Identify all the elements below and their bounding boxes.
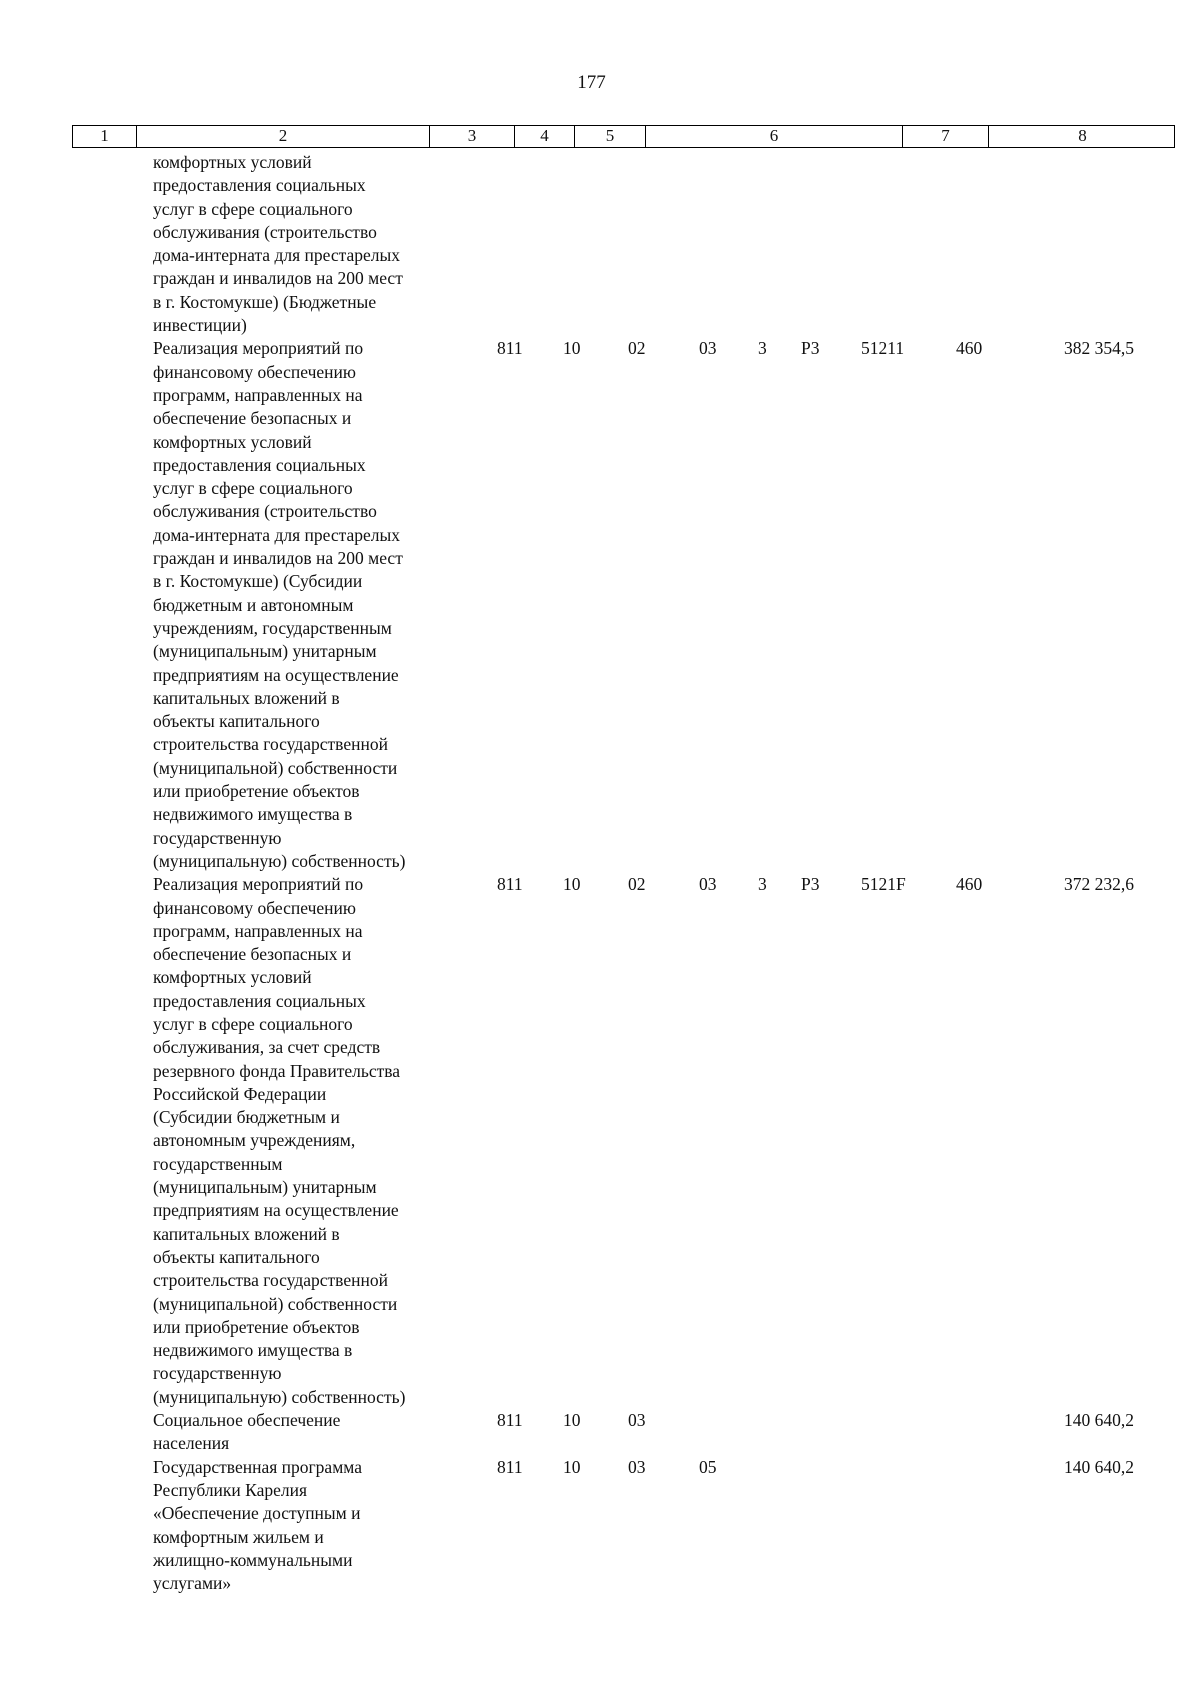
table-row: [0, 1409, 1200, 1456]
cell-col-5: 03: [628, 1410, 646, 1431]
table-header: [72, 125, 1175, 148]
cell-col-6-program: 03: [699, 874, 717, 895]
cell-col-6-project: Р3: [801, 338, 820, 359]
cell-col-7: 460: [956, 874, 983, 895]
header-col-2: 2: [137, 126, 430, 147]
page-number: 177: [577, 72, 606, 93]
row-description: Реализация мероприятий по финансовому обеспечению программ, направленных на обеспечение безопасных и комфортных условий предоставления социальных услуг в сфере социального обслуживания, за счет средств резервного фонда Правительства Российской Федерации (Субсидии бюджетным и автономным учреждениям, государственным (муниципальным) унитарным предприятиям на осуществление капитальных вложений в объекты капитального строительства государственной (муниципальной) собственности или приобретение объектов недвижимого имущества в государственную (муниципальную) собственность): [153, 874, 406, 1407]
cell-col-5: 03: [628, 1456, 646, 1477]
header-col-1: 1: [73, 126, 137, 147]
header-col-5: 5: [575, 126, 646, 147]
cell-col-4: 10: [563, 338, 581, 359]
cell-col-7: 460: [956, 338, 983, 359]
cell-col-6-program: 03: [699, 338, 717, 359]
cell-col-3: 811: [497, 874, 523, 895]
row-description: Социальное обеспечение населения: [153, 1410, 341, 1454]
cell-col-5: 02: [628, 874, 646, 895]
cell-col-8: 140 640,2: [1064, 1410, 1134, 1431]
header-col-7: 7: [903, 126, 989, 147]
cell-col-8: 140 640,2: [1064, 1456, 1134, 1477]
cell-col-6-direction: 51211: [861, 338, 905, 359]
cell-col-4: 10: [563, 1456, 581, 1477]
cell-col-5: 02: [628, 338, 646, 359]
cell-col-3: 811: [497, 338, 523, 359]
header-col-4: 4: [515, 126, 575, 147]
cell-col-3: 811: [497, 1456, 523, 1477]
cell-col-6-direction: 5121F: [861, 874, 906, 895]
table-row: [0, 151, 1200, 337]
row-description: Государственная программа Республики Карелия «Обеспечение доступным и комфортным жильем и жилищно-коммунальными услугами»: [153, 1456, 362, 1594]
table-row: [0, 873, 1200, 1409]
row-description: Реализация мероприятий по финансовому обеспечению программ, направленных на обеспечение безопасных и комфортных условий предоставления социальных услуг в сфере социального обслуживания (строительство дома-интерната для престарелых граждан и инвалидов на 200 мест в г. Костомукше) (Субсидии бюджетным и автономным учреждениям, государственным (муниципальным) унитарным предприятиям на осуществление капитальных вложений в объекты капитального строительства государственной (муниципальной) собственности или приобретение объектов недвижимого имущества в государственную (муниципальную) собственность): [153, 338, 406, 871]
cell-col-6-program: 05: [699, 1456, 717, 1477]
header-col-3: 3: [430, 126, 515, 147]
cell-col-4: 10: [563, 1410, 581, 1431]
row-description: комфортных условий предоставления социальных услуг в сфере социального обслуживания (строительство дома-интерната для престарелых граждан и инвалидов на 200 мест в г. Костомукше) (Бюджетные инвестиции): [153, 152, 403, 336]
cell-col-4: 10: [563, 874, 581, 895]
header-col-8: 8: [1078, 126, 1087, 145]
cell-col-8: 372 232,6: [1064, 874, 1134, 895]
cell-col-6-subprogram: 3: [758, 338, 767, 359]
cell-col-6-project: Р3: [801, 874, 820, 895]
cell-col-3: 811: [497, 1410, 523, 1431]
table-row: [0, 337, 1200, 873]
table-body: [0, 151, 1200, 1595]
table-row: [0, 1456, 1200, 1596]
header-col-6: 6: [646, 126, 903, 147]
cell-col-8: 382 354,5: [1064, 338, 1134, 359]
cell-col-6-subprogram: 3: [758, 874, 767, 895]
